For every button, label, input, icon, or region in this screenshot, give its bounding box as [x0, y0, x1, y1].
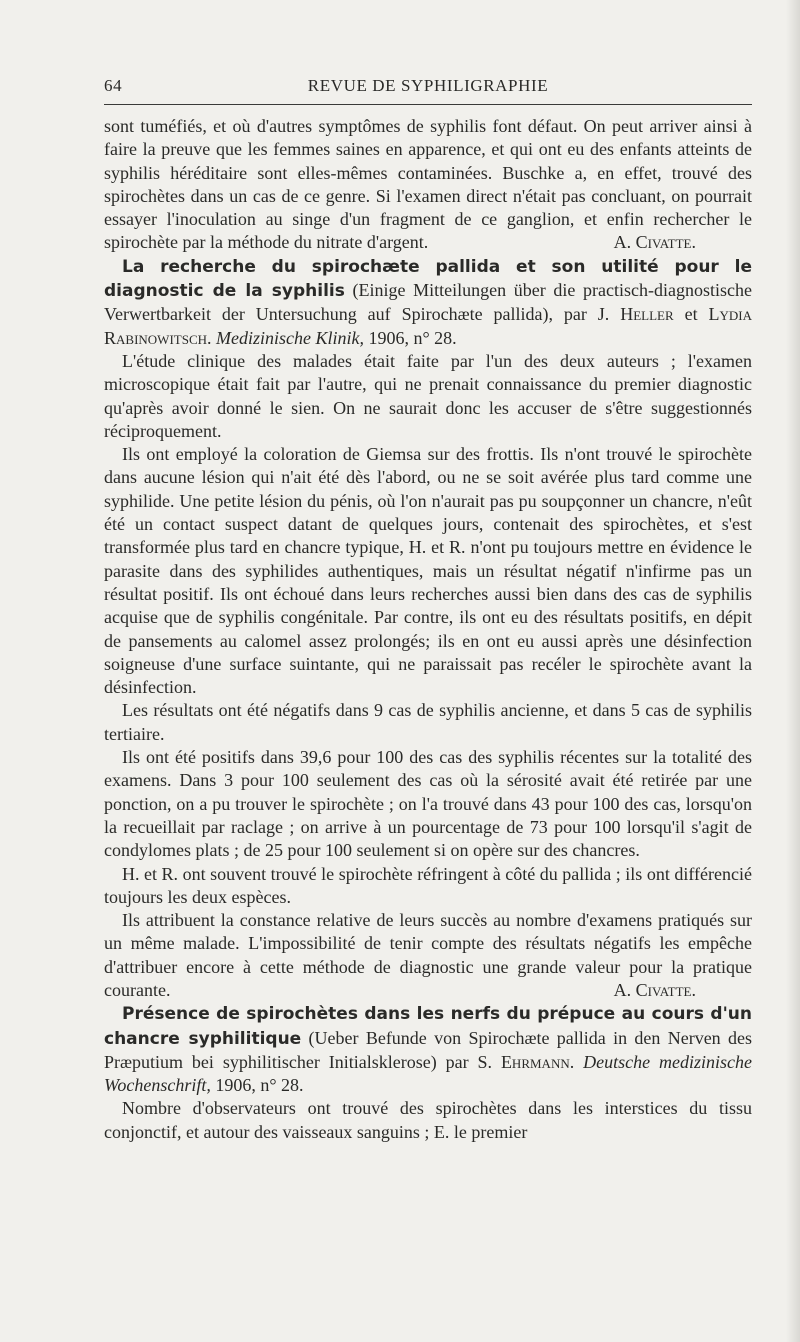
signature: A. Civatte. — [613, 979, 696, 1000]
author-name: Lydia Rabinowitsch. — [104, 304, 752, 348]
intro-paragraph — [104, 115, 752, 255]
header-rule — [104, 104, 752, 105]
journal-name: Deutsche medizinische Wochenschrift, — [104, 1051, 753, 1096]
page-edge — [786, 0, 800, 1342]
paragraph: Les résultats ont été négatifs dans 9 cas de syphilis ancienne, et dans 5 cas de syphilis tertiaire. — [104, 700, 752, 744]
journal-name: Medizinische Klinik, — [216, 327, 364, 348]
running-title: REVUE DE SYPHILIGRAPHIE — [307, 76, 549, 95]
paragraph: H. et R. ont souvent trouvé le spirochète réfringent à côté du pallida ; ils ont différencié toujours les deux espèces. — [104, 863, 752, 907]
journal-issue: 1906, n° 28. — [368, 327, 457, 348]
body-text — [104, 115, 752, 1144]
author-name: J. Heller — [597, 304, 674, 325]
author-name: S. Ehrmann. — [477, 1051, 575, 1072]
journal-issue: 1906, n° 28. — [215, 1075, 304, 1096]
article-german-title: (Ueber Befunde von Spirochæte pallida in den Nerven des Præputium bei syphilitischer Initialsklerose) par — [104, 1027, 753, 1072]
article-german-title: (Einige Mitteilungen über die practisch-diagnostische Verwertbarkeit der Untersuchung auf Spirochæte pallida), par — [104, 280, 752, 325]
paragraph-with-signature — [104, 909, 752, 1002]
page-number: 64 — [104, 76, 123, 95]
paragraph-text: Ils attribuent la constance relative de leurs succès au nombre d'examens pratiqués sur un même malade. L'impossibilité de tenir compte des résultats négatifs les empêche d'attribuer encore à cette méthode de diagnostic une grande valeur pour la pratique courante. — [104, 910, 752, 1000]
article-heading — [104, 1002, 752, 1097]
page-header — [104, 70, 752, 96]
author-conjunction: et — [684, 304, 698, 325]
intro-text: sont tuméfiés, et où d'autres symptômes de syphilis font défaut. On peut arriver ainsi à faire la preuve que les femmes saines en apparence, et qui ont eu des enfants atteints de syphilis héréditaire sont elles-mêmes contaminées. Buschke a, en effet, trouvé des spirochètes dans un cas de ce genre. Si l'examen direct n'était pas concluant, on pourrait essayer l'inoculation au singe d'un fragment de ce ganglion, et enfin rechercher le spirochète par la méthode du nitrate d'argent. — [104, 116, 752, 253]
paragraph: Ils ont employé la coloration de Giemsa sur des frottis. Ils n'ont trouvé le spirochète dans aucune lésion qui n'ait été dès l'abord, ou ne se soit avérée plus tard comme une syphilide. Une petite lésion du pénis, où l'on n'aurait pas pu soupçonner un chancre, n'eût été un contact suspect datant de quelques jours, contenait des spirochètes, et s'est transformée plus tard en chancre typique, H. et R. n'ont pu toujours mettre en évidence le parasite dans des syphilides authentiques, mais un résultat négatif n'infirme pas un résultat positif. Ils ont échoué dans leurs recherches aussi bien dans des cas de syphilis acquise que de syphilis congénitale. Par contre, ils ont eu des résultats positifs, en dépit de pansements au calomel assez prolongés; ils en ont eu aussi après une désinfection soigneuse d'une surface suintante, qui ne paraissait pas recéler le spirochète avant la désinfection. — [104, 444, 752, 698]
article-heading — [104, 255, 752, 350]
paragraph: Ils ont été positifs dans 39,6 pour 100 des cas des syphilis récentes sur la totalité des examens. Dans 3 pour 100 seulement des cas où la sérosité avait été retirée par une ponction, on a pu trouver le spirochète ; on l'a trouvé dans 43 pour 100 des cas, lorsqu'on la recueillait par raclage ; on arrive à un pourcentage de 73 pour 100 lorsqu'il s'agit de condylomes plats ; de 25 pour 100 seulement si on opère sur des chancres. — [104, 747, 752, 861]
article-title: La recherche du spirochæte pallida et son utilité pour le diagnostic de la syphilis — [104, 256, 752, 302]
article-title: Présence de spirochètes dans les nerfs du prépuce au cours d'un chancre syphilitique — [104, 1004, 752, 1049]
paragraph: Nombre d'observateurs ont trouvé des spirochètes dans les interstices du tissu conjonctif, et autour des vaisseaux sanguins ; E. le premier — [104, 1098, 752, 1142]
journal-page — [104, 70, 752, 1144]
signature: A. Civatte. — [613, 232, 696, 253]
paragraph: L'étude clinique des malades était faite par l'un des deux auteurs ; l'examen microscopique était fait par l'autre, qui ne prenait connaissance du premier diagnostic qu'après avoir donné le sien. On ne saurait donc les accuser de s'être suggestionnés réciproquement. — [104, 350, 752, 441]
